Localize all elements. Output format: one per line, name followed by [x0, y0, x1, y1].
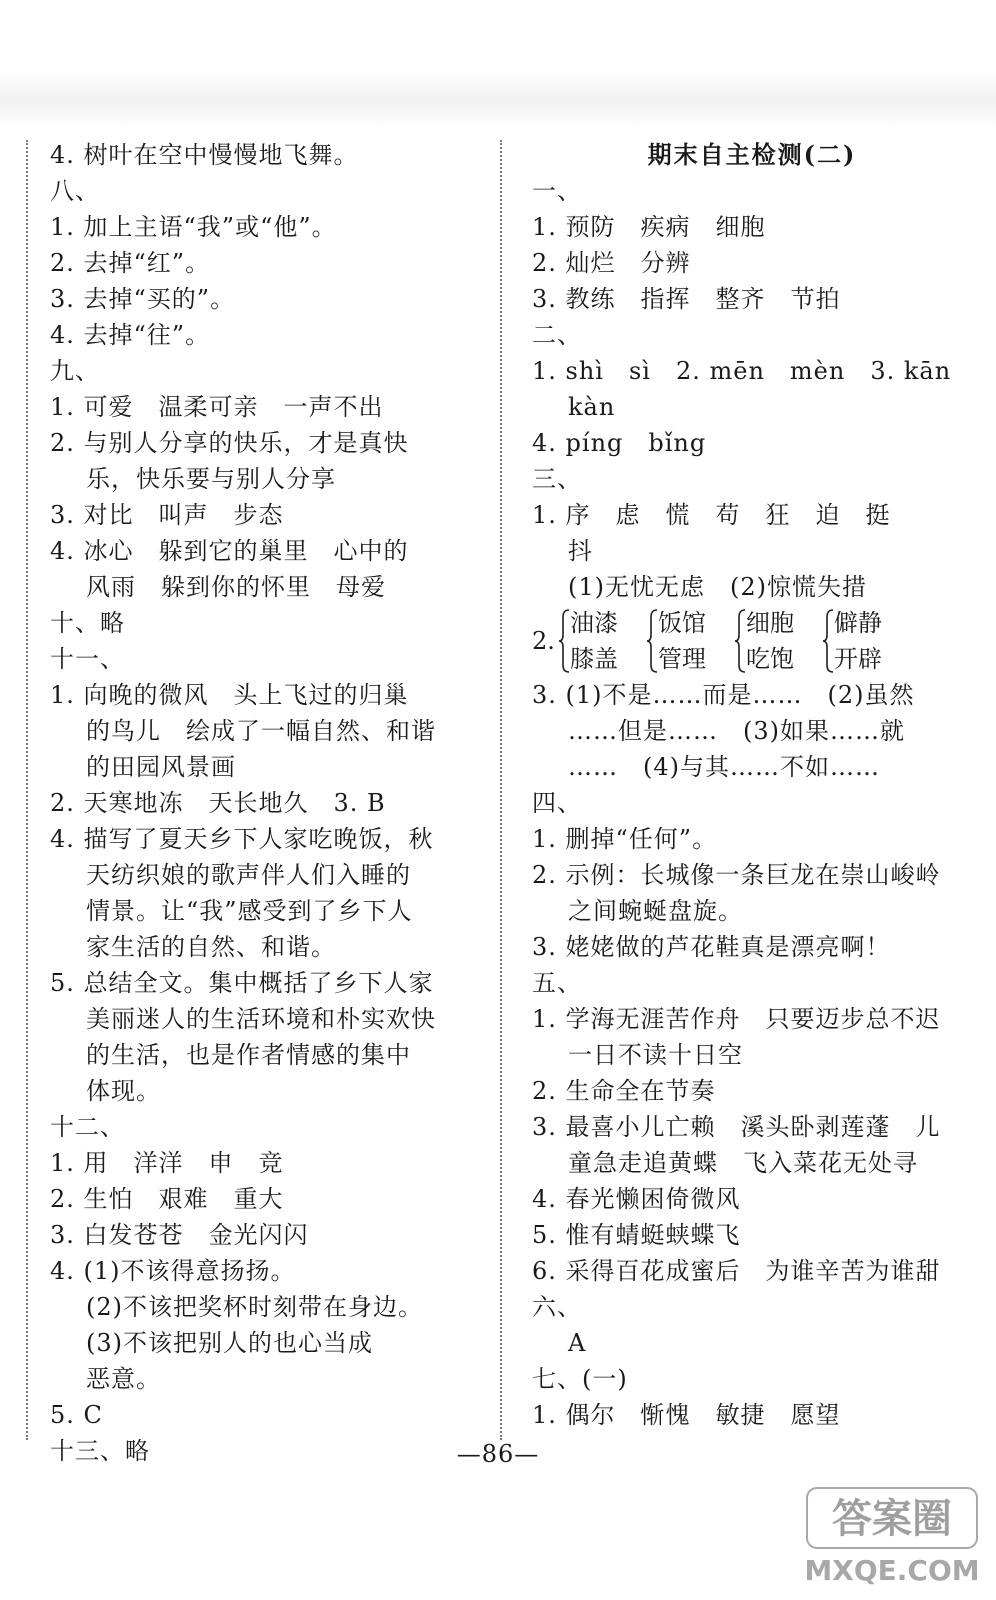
page-number: —86— — [456, 1440, 540, 1468]
answer-line: A — [568, 1329, 587, 1357]
section-heading: 一、 — [532, 177, 582, 205]
answer-line: 3. 对比 叫声 步态 — [50, 501, 284, 529]
answer-line: 5. 总结全文。集中概括了乡下人家 — [50, 969, 434, 997]
watermark-logo — [802, 1480, 982, 1590]
answer-line: 2. 灿烂 分辨 — [532, 249, 691, 277]
answer-line: 1. 删掉“任何”。 — [532, 825, 718, 853]
answer-line: 一日不读十日空 — [568, 1041, 743, 1069]
curly-brace-icon — [558, 609, 570, 673]
answer-line: 1. 用 洋洋 申 竞 — [50, 1149, 284, 1177]
brace-word: 开辟 — [834, 645, 882, 673]
brace-group-number: 2. — [532, 627, 555, 655]
answer-line: 风雨 躲到你的怀里 母爱 — [86, 573, 386, 601]
answer-line: 美丽迷人的生活环境和朴实欢快 — [86, 1005, 436, 1033]
brace-word: 饭馆 — [658, 609, 706, 637]
answer-line: 1. 向晚的微风 头上飞过的归巢 — [50, 681, 409, 709]
watermark-top-text: 答案圈 — [832, 1496, 952, 1542]
brace-word: 管理 — [658, 645, 706, 673]
section-heading: 七、(一) — [532, 1365, 628, 1393]
section-heading: 二、 — [532, 321, 582, 349]
section-heading: 十二、 — [50, 1113, 125, 1141]
section-heading: 八、 — [50, 177, 100, 205]
watermark-bottom-text: MXQE.COM — [804, 1554, 980, 1587]
answer-line: 1. 可爱 温柔可亲 一声不出 — [50, 393, 384, 421]
curly-brace-icon — [734, 609, 746, 673]
answer-line: 1. 序 虑 慌 苟 狂 迫 挺 — [532, 501, 891, 529]
answer-line: 3. 白发苍苍 金光闪闪 — [50, 1221, 309, 1249]
brace-word-pair — [834, 605, 882, 677]
curly-brace-icon — [822, 609, 834, 673]
answer-line: 3. 最喜小儿亡赖 溪头卧剥莲蓬 儿 — [532, 1113, 941, 1141]
answer-line: 天纺织娘的歌声伴人们入睡的 — [86, 861, 411, 889]
answer-line: 家生活的自然、和谐。 — [86, 933, 336, 961]
answer-line: 2. 去掉“红”。 — [50, 249, 211, 277]
answer-line: 2. 生怕 艰难 重大 — [50, 1185, 284, 1213]
answer-line: 乐，快乐要与别人分享 — [86, 465, 336, 493]
brace-word: 僻静 — [834, 609, 882, 637]
brace-word: 吃饱 — [746, 645, 794, 673]
brace-word: 膝盖 — [570, 645, 618, 673]
answer-line: 1. shì sì 2. mēn mèn 3. kān — [532, 357, 952, 385]
answer-line: 6. 采得百花成蜜后 为谁辛苦为谁甜 — [532, 1257, 941, 1285]
answer-line: ……但是…… (3)如果……就 — [568, 717, 905, 745]
left-column — [50, 137, 470, 1469]
answer-line: 的生活，也是作者情感的集中 — [86, 1041, 411, 1069]
answer-line: 1. 偶尔 惭愧 敏捷 愿望 — [532, 1401, 841, 1429]
answer-line: 3. 教练 指挥 整齐 节拍 — [532, 285, 841, 313]
answer-line: 的田园风景画 — [86, 753, 236, 781]
answer-line: 5. C — [50, 1401, 103, 1429]
answer-line: 1. 预防 疾病 细胞 — [532, 213, 766, 241]
answer-line: 4. (1)不该得意扬扬。 — [50, 1257, 296, 1285]
answer-line: 4. 冰心 躲到它的巢里 心中的 — [50, 537, 409, 565]
section-heading: 四、 — [532, 789, 582, 817]
answer-line: 2. 与别人分享的快乐，才是真快 — [50, 429, 409, 457]
answer-line: (1)无忧无虑 (2)惊慌失措 — [568, 573, 867, 601]
answer-line: kàn — [568, 393, 616, 421]
curly-brace-icon — [646, 609, 658, 673]
brace-word-groups — [532, 605, 952, 677]
brace-word-pair — [570, 605, 618, 677]
scan-shadow-band — [0, 70, 996, 130]
right-column — [532, 137, 952, 1433]
section-heading: 十一、 — [50, 645, 125, 673]
right-column-bottom — [532, 677, 952, 1433]
answer-line: 3. 姥姥做的芦花鞋真是漂亮啊！ — [532, 933, 891, 961]
section-heading: 九、 — [50, 357, 100, 385]
answer-line: 4. píng bǐng — [532, 429, 707, 457]
answer-line: 1. 学海无涯苦作舟 只要迈步总不迟 — [532, 1005, 941, 1033]
answer-line: 4. 春光懒困倚微风 — [532, 1185, 741, 1213]
answer-line: 情景。让“我”感受到了乡下人 — [86, 897, 413, 925]
answer-line: 抖 — [568, 537, 593, 565]
answer-line: 2. 生命全在节奏 — [532, 1077, 716, 1105]
brace-word: 细胞 — [746, 609, 794, 637]
brace-word: 油漆 — [570, 609, 618, 637]
answer-line: 恶意。 — [86, 1365, 161, 1393]
brace-word-pair — [658, 605, 706, 677]
answer-line: 3. 去掉“买的”。 — [50, 285, 236, 313]
section-title: 期末自主检测(二) — [647, 140, 857, 169]
answer-line: 4. 树叶在空中慢慢地飞舞。 — [50, 141, 359, 169]
answer-line: 体现。 — [86, 1077, 161, 1105]
section-heading: 五、 — [532, 969, 582, 997]
answer-line: (3)不该把别人的也心当成 — [86, 1329, 373, 1357]
answer-line: 2. 天寒地冻 天长地久 3. B — [50, 789, 386, 817]
answer-line: 1. 加上主语“我”或“他”。 — [50, 213, 337, 241]
right-column-top — [532, 137, 952, 605]
section-heading: 十三、略 — [50, 1437, 150, 1465]
answer-line: 5. 惟有蜻蜓蛱蝶飞 — [532, 1221, 741, 1249]
section-heading: 十、略 — [50, 609, 125, 637]
brace-word-pair — [746, 605, 794, 677]
answer-line: 之间蜿蜒盘旋。 — [568, 897, 743, 925]
answer-line: 4. 去掉“往”。 — [50, 321, 211, 349]
answer-line: 2. 示例：长城像一条巨龙在崇山峻岭 — [532, 861, 941, 889]
answer-line: 童急走追黄蝶 飞入菜花无处寻 — [568, 1149, 918, 1177]
section-heading: 三、 — [532, 465, 582, 493]
answer-line: …… (4)与其……不如…… — [568, 753, 880, 781]
left-column-rule — [26, 140, 28, 1440]
section-heading: 六、 — [532, 1293, 582, 1321]
answer-line: 4. 描写了夏天乡下人家吃晚饭，秋 — [50, 825, 434, 853]
answer-line: 的鸟儿 绘成了一幅自然、和谐 — [86, 717, 436, 745]
answer-line: 3. (1)不是……而是…… (2)虽然 — [532, 681, 915, 709]
answer-line: (2)不该把奖杯时刻带在身边。 — [86, 1293, 423, 1321]
center-column-rule — [500, 140, 502, 1440]
